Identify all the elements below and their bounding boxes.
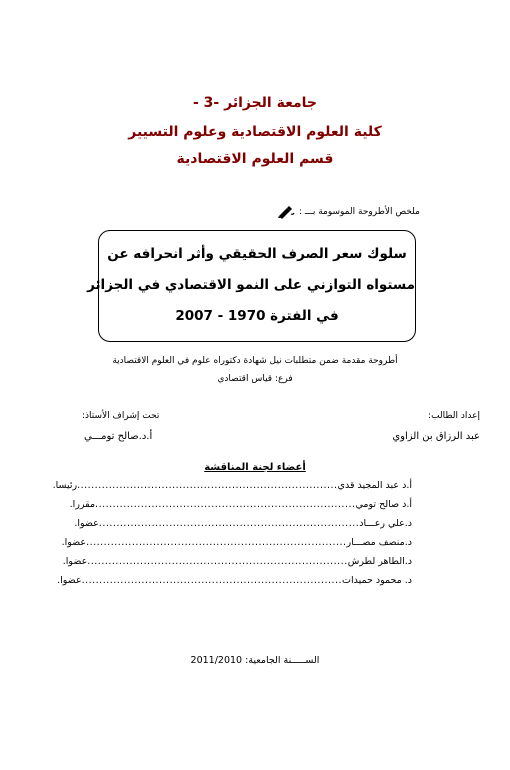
academic-year: الســـــنة الجامعية: 2011/2010 xyxy=(190,655,320,666)
committee-member: أ.د صالح تومي .......................................................................... مقررا. xyxy=(69,499,412,510)
member-role: عضوا. xyxy=(61,537,87,548)
summary-label-row xyxy=(277,205,420,219)
thesis-title-line-2: مستواه التوازني على النمو الاقتصادي في الجزائر xyxy=(87,277,415,293)
member-name: أ.د صالح تومي xyxy=(355,499,412,510)
member-name: أ.د عبد المجيد قدي xyxy=(337,480,412,491)
thesis-title-line-3: في الفترة 1970 - 2007 xyxy=(175,308,339,324)
summary-label: ملخص الأطروحة الموسومة بـــ : xyxy=(299,207,420,217)
committee-member: د.علي رعـــاد .......................................................................... عضوا. xyxy=(74,518,412,529)
faculty-name: كلية العلوم الاقتصادية وعلوم التسيير xyxy=(128,124,382,140)
member-role: رئيسا. xyxy=(52,480,78,491)
thesis-title-line-1: سلوك سعر الصرف الحقيقي وأثر انحرافه عن xyxy=(107,246,407,262)
committee-heading xyxy=(0,462,510,473)
prepared-by-label: إعداد الطالب: xyxy=(428,411,480,421)
thesis-description: أطروحة مقدمة ضمن متطلبات نيل شهادة دكتوراه علوم في العلوم الاقتصادية xyxy=(112,356,398,366)
member-role: مقررا. xyxy=(69,499,96,510)
committee-member: د. محمود حميدات .......................................................................... عضوا. xyxy=(57,575,412,586)
member-role: عضوا. xyxy=(57,575,82,586)
pen-writing-icon xyxy=(277,205,295,219)
university-name: جامعة الجزائر -3 - xyxy=(192,95,318,111)
member-name: د. محمود حميدات xyxy=(342,575,412,586)
committee-member: د.منصف مصـــار .......................................................................... عضوا. xyxy=(61,537,412,548)
student-name: عبد الرزاق بن الزاوي xyxy=(392,431,480,442)
thesis-branch: فرع: قياس اقتصادي xyxy=(217,374,293,384)
member-name: د.الطاهر لطرش xyxy=(347,556,412,567)
thesis-title-box xyxy=(87,230,416,342)
committee-member: د.الطاهر لطرش .......................................................................... عضوا. xyxy=(62,556,412,567)
supervisor-label: تحت إشراف الأستاذ: xyxy=(82,411,160,421)
supervisor-name: أ.د.صالح تومـــي xyxy=(84,431,153,442)
member-name: د.علي رعـــاد xyxy=(359,518,412,529)
member-role: عضوا. xyxy=(74,518,99,529)
committee-heading-text: أعضاء لجنة المناقشة xyxy=(204,462,306,473)
member-name: د.منصف مصـــار xyxy=(346,537,412,548)
member-role: عضوا. xyxy=(62,556,88,567)
department-name: قسم العلوم الاقتصادية xyxy=(176,151,334,167)
committee-member: أ.د عبد المجيد قدي .......................................................................... رئيسا. xyxy=(52,480,412,491)
